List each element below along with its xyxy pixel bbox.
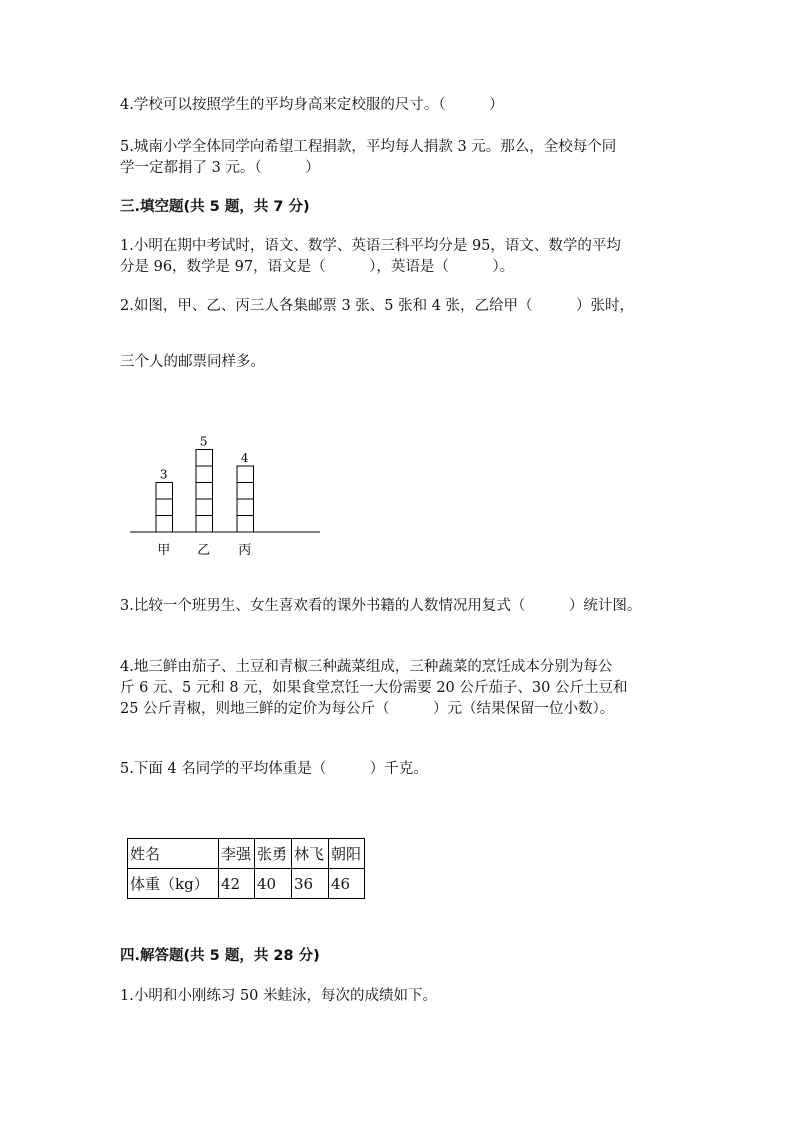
question-5-line-1: 5.城南小学全体同学向希望工程捐款，平均每人捐款 3 元。那么，全校每个同 xyxy=(120,139,617,155)
fill-q2-line-2: 三个人的邮票同样多。 xyxy=(120,354,265,370)
person-name-label: 丙 xyxy=(238,543,252,558)
stamp-square xyxy=(237,516,254,533)
fill-q3: 3.比较一个班男生、女生喜欢看的课外书籍的人数情况用复式（ ）统计图。 xyxy=(120,598,642,614)
person-name-label: 甲 xyxy=(157,543,171,558)
stamp-stack-drawing xyxy=(130,428,320,560)
stamp-square xyxy=(196,483,213,500)
answer-q1: 1.小明和小刚练习 50 米蛙泳，每次的成绩如下。 xyxy=(120,988,438,1004)
stamp-square xyxy=(196,499,213,516)
section-3-heading: 三.填空题(共 5 题，共 7 分) xyxy=(120,199,310,215)
stamp-square xyxy=(156,516,173,533)
weight-value: 46 xyxy=(329,869,365,899)
fill-q4-line-3: 25 公斤青椒，则地三鲜的定价为每公斤（ ）元（结果保留一位小数）。 xyxy=(120,701,615,717)
fill-q1-line-2: 分是 96，数学是 97，语文是（ ），英语是（ ）。 xyxy=(120,259,515,275)
section-4-heading: 四.解答题(共 5 题，共 28 分) xyxy=(120,948,320,964)
header-student: 朝阳 xyxy=(329,839,365,869)
weight-value: 42 xyxy=(219,869,255,899)
stamp-square xyxy=(196,450,213,467)
stamp-square xyxy=(156,483,173,500)
stamp-count-label: 5 xyxy=(199,434,208,449)
header-student: 林飞 xyxy=(292,839,329,869)
weight-value: 40 xyxy=(255,869,292,899)
stamp-square xyxy=(196,516,213,533)
person-name-label: 乙 xyxy=(197,543,211,558)
fill-q4-line-1: 4.地三鲜由茄子、土豆和青椒三种蔬菜组成，三种蔬菜的烹饪成本分别为每公 xyxy=(120,659,613,675)
fill-q2-line-1: 2.如图，甲、乙、丙三人各集邮票 3 张、5 张和 4 张，乙给甲（ ）张时， xyxy=(120,298,635,314)
header-name: 姓名 xyxy=(128,839,219,869)
stamp-square xyxy=(237,466,254,483)
weight-table xyxy=(127,838,365,899)
fill-q4-line-2: 斤 6 元、5 元和 8 元，如果食堂烹饪一大份需要 20 公斤茄子、30 公斤土豆和 xyxy=(120,680,628,696)
weight-value: 36 xyxy=(292,869,329,899)
stamp-square xyxy=(156,499,173,516)
stamp-count-label: 4 xyxy=(240,451,249,465)
stamp-count-figure xyxy=(130,428,320,560)
stamp-count-label: 3 xyxy=(159,467,168,482)
fill-q1-line-1: 1.小明在期中考试时，语文、数学、英语三科平均分是 95，语文、数学的平均 xyxy=(120,238,621,254)
stamp-square xyxy=(196,466,213,483)
stamp-square xyxy=(237,483,254,500)
stamp-square xyxy=(237,499,254,516)
row-label-weight: 体重（kg） xyxy=(128,869,219,899)
weight-table-value-row xyxy=(128,869,365,899)
fill-q5: 5.下面 4 名同学的平均体重是（ ）千克。 xyxy=(120,761,428,777)
header-student: 李强 xyxy=(219,839,255,869)
weight-table-header-row xyxy=(128,839,365,869)
question-5-line-2: 学一定都捐了 3 元。（ ） xyxy=(120,160,320,176)
header-student: 张勇 xyxy=(255,839,292,869)
question-4-school-uniform: 4.学校可以按照学生的平均身高来定校服的尺寸。（ ） xyxy=(120,97,504,113)
